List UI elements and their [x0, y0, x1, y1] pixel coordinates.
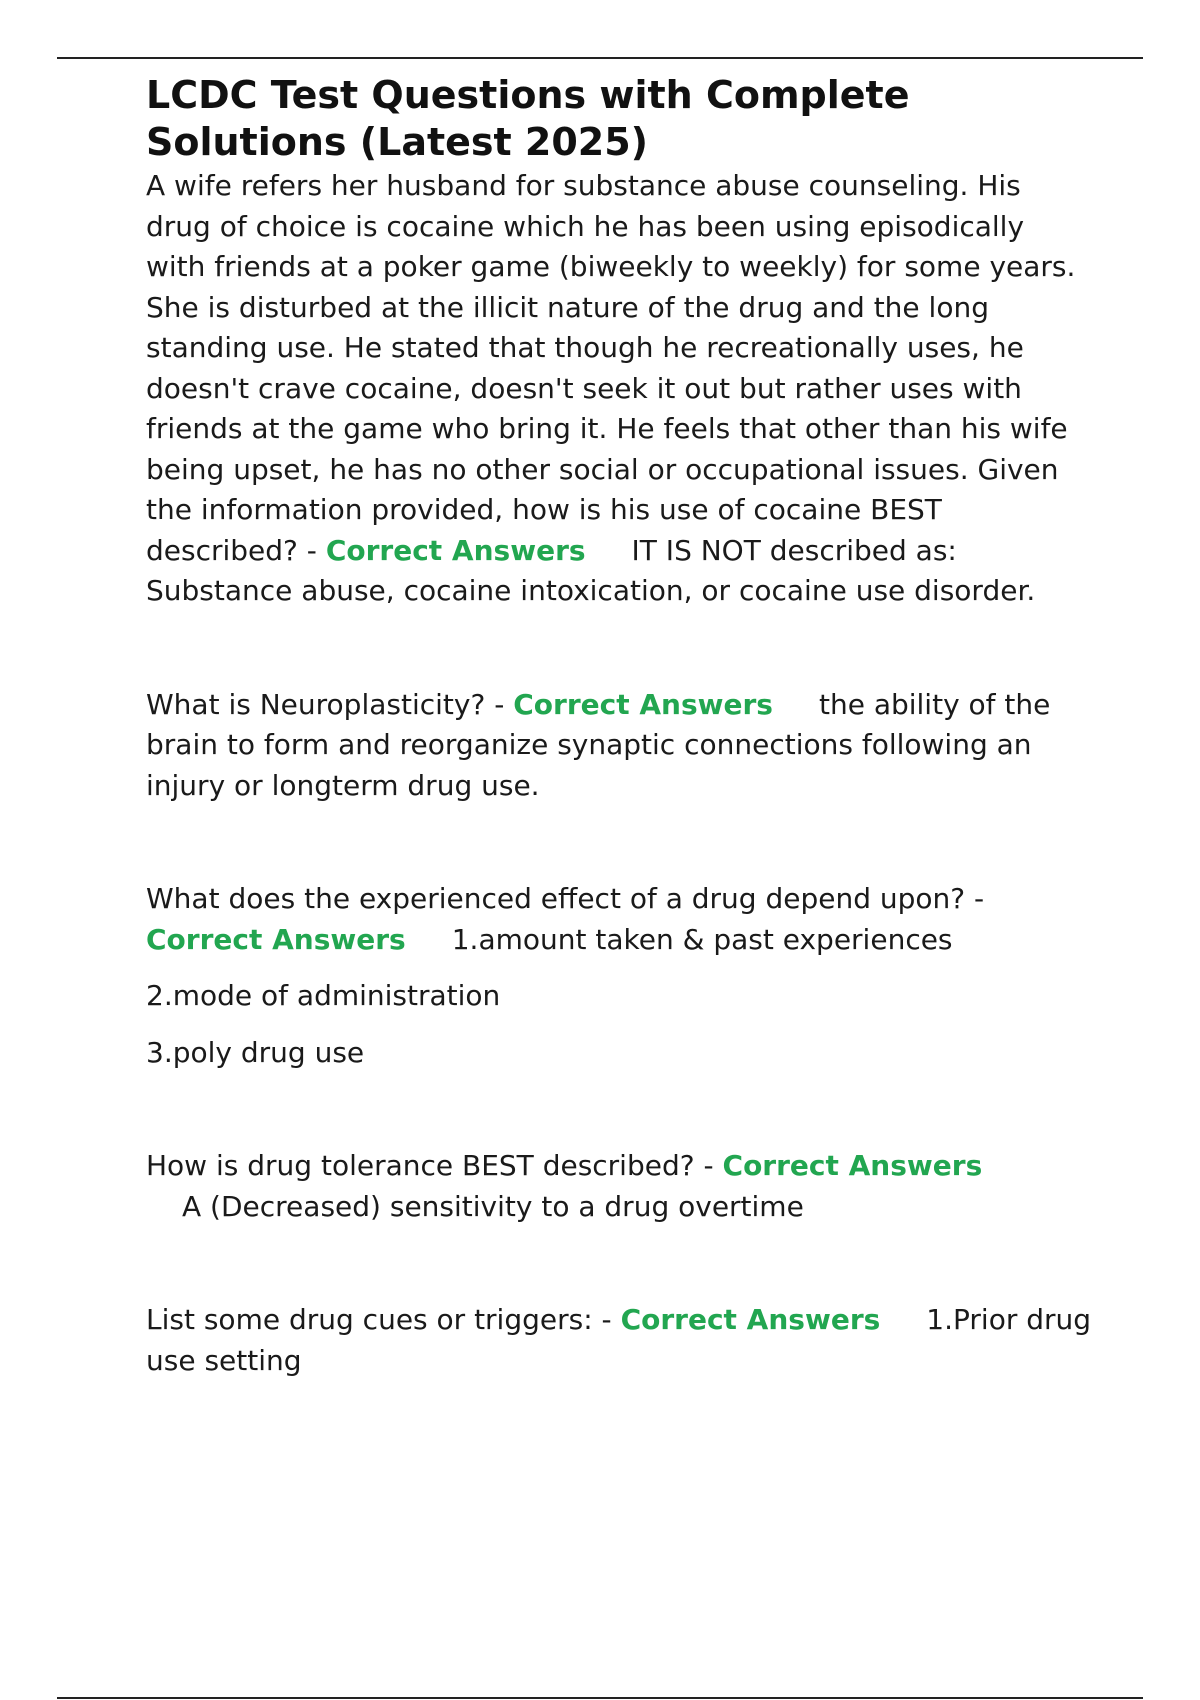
document-body [146, 72, 1092, 1381]
question-text: What does the experienced effect of a drug depend upon? - [146, 882, 985, 915]
correct-answers-label: Correct Answers [722, 1149, 983, 1182]
question-text: How is drug tolerance BEST described? - [146, 1149, 723, 1182]
bottom-rule [57, 1697, 1143, 1699]
qa-item-4 [146, 1146, 1092, 1227]
correct-answers-label: Correct Answers [513, 687, 773, 721]
question-text: A wife refers her husband for substance abuse counseling. His drug of choice is cocaine which he has been using episodically with friends at a poker game (biweekly to weekly) for some years. She is disturbed at the illicit nature of the drug and the long standing use. He stated that though he recreationally uses, he doesn't crave cocaine, doesn't seek it out but rather uses with friends at the game who bring it. He feels that other than his wife being upset, he has no other social or occupational issues. Given the information provided, how is his use of cocaine BEST described? - [146, 169, 1076, 567]
answer-text: the ability of the brain to form and reorganize synaptic connections following an injury or longterm drug use. [146, 687, 1051, 802]
answer-text: 1.amount taken & past experiences [451, 922, 953, 956]
answer-text: A (Decreased) sensitivity to a drug overtime [182, 1189, 804, 1223]
answer-list-line: 3.poly drug use [146, 1035, 365, 1069]
document-title: LCDC Test Questions with Complete Solutions (Latest 2025) [146, 73, 910, 164]
answer-text: IT IS NOT described as: Substance abuse, cocaine intoxication, or cocaine use disorder. [146, 533, 1036, 607]
correct-answers-label: Correct Answers [146, 922, 406, 956]
question-text: List some drug cues or triggers: - [146, 1303, 621, 1336]
answer-list-line: 2.mode of administration [146, 979, 501, 1012]
qa-item-5 [146, 1300, 1092, 1381]
correct-answers-label: Correct Answers [325, 533, 586, 567]
qa-item-3 [146, 879, 1092, 960]
question-text: What is Neuroplasticity? - [146, 687, 514, 721]
qa-item-1 [146, 166, 1092, 612]
qa-item-2 [146, 685, 1092, 807]
answer-text: 1.Prior drug use setting [146, 1303, 1092, 1377]
top-rule [57, 57, 1143, 59]
correct-answers-label: Correct Answers [620, 1303, 881, 1336]
